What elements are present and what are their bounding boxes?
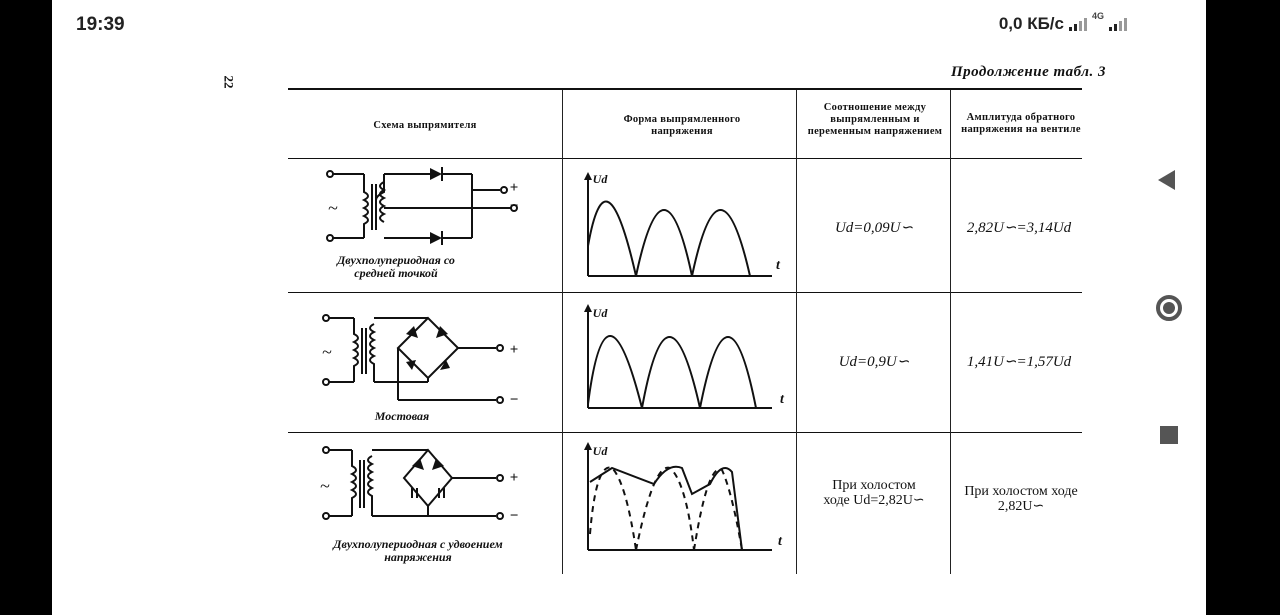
schematic-bridge [318,308,578,418]
home-icon[interactable] [1156,295,1182,321]
row3-caption: Двухполупериодная с удвоением напряжения [333,537,503,564]
waveform-center-tap [582,172,782,282]
table-continuation-title: Продолжение табл. 3 [950,64,1106,80]
recent-apps-icon[interactable] [1160,426,1178,444]
col-divider-3 [950,90,951,574]
row2-ratio: Ud=0,9U∽ [838,354,910,370]
status-time: 19:39 [76,14,125,35]
row1-ratio: Ud=0,09U∽ [834,220,914,236]
header-amplitude: Амплитуда обратного напряжения на вентиле [961,112,1081,135]
row2-x-axis-label: t [780,392,784,407]
rule-row2 [288,432,1082,433]
signal-icon [1068,16,1088,32]
row2-y-axis-label: Ud [592,306,608,320]
row2-caption: Мостовая [374,409,430,423]
row1-y-axis-label: Ud [592,172,608,186]
header-waveform: Форма выпрямленного напряжения [623,114,741,137]
network-type: 4G [1091,11,1104,21]
header-ratio: Соотношение между выпрямленным и переменным напряжением [807,102,943,137]
rule-top [288,88,1082,90]
waveform-bridge [582,304,782,414]
book-page [221,58,1112,608]
row1-minus-terminal: − [509,198,519,214]
phone-screen [52,0,1206,615]
row3-ratio: При холостом ходе Ud=2,82U∽ [823,478,925,508]
row2-amplitude: 1,41U∽=1,57Ud [966,354,1072,370]
network-speed: 0,0 КБ/с [998,14,1064,33]
row1-x-axis-label: t [776,258,780,273]
signal-icon-2 [1108,16,1128,32]
col-divider-2 [796,90,797,574]
navigation-bar [1132,0,1206,615]
row3-plus-terminal: + [509,470,519,486]
back-icon[interactable] [1158,170,1175,190]
page-number: 22 [221,75,237,89]
row3-y-axis-label: Ud [592,444,608,458]
row1-plus-terminal: + [509,180,519,196]
row3-amplitude: При холостом ходе 2,82U∽ [964,484,1078,514]
waveform-voltage-doubler [582,442,782,562]
schematic-center-tap [322,164,582,254]
row1-caption: Двухполупериодная со средней точкой [337,253,455,280]
rule-row1 [288,292,1082,293]
schematic-voltage-doubler [318,442,578,552]
row1-amplitude: 2,82U∽=3,14Ud [966,220,1072,236]
row2-plus-terminal: + [509,342,519,358]
row3-x-axis-label: t [778,534,782,549]
row1-ac-symbol: ~ [328,198,338,218]
row2-minus-terminal: − [509,392,519,408]
row3-ac-symbol: ~ [320,476,330,496]
rule-header [288,158,1082,159]
header-scheme: Схема выпрямителя [373,120,477,131]
row2-ac-symbol: ~ [322,342,332,362]
row3-minus-terminal: − [509,508,519,524]
